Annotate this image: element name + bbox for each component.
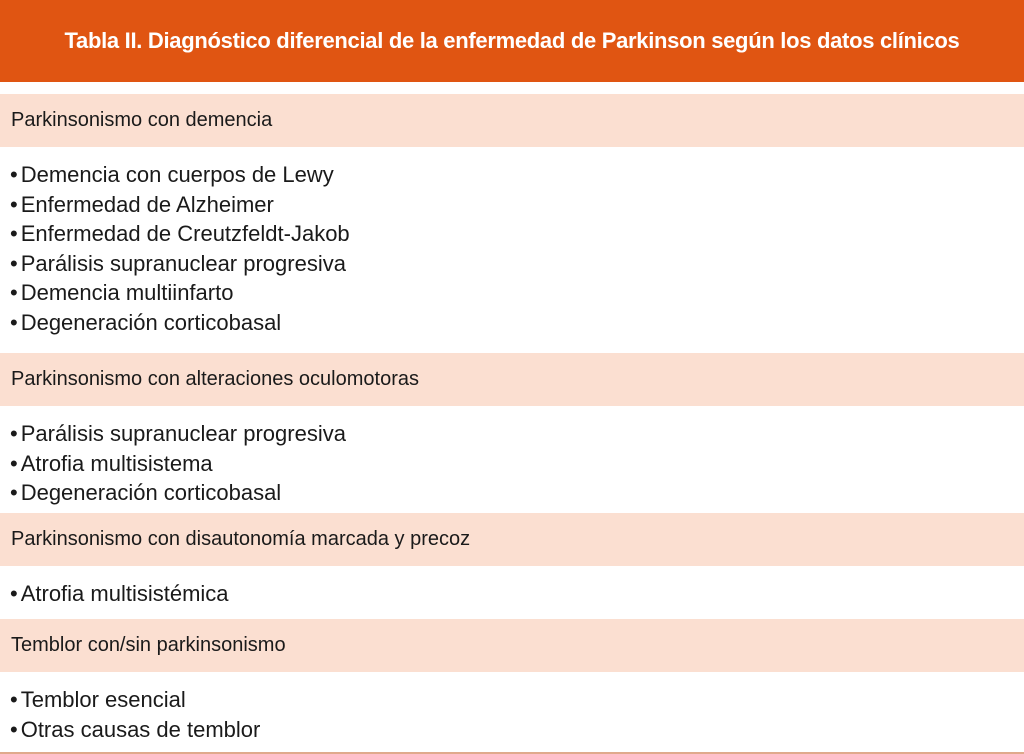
section-list <box>0 147 1024 337</box>
list-item <box>10 419 1024 449</box>
list-item <box>10 478 1024 508</box>
list-item-text: Enfermedad de Alzheimer <box>20 191 274 217</box>
list-item <box>10 579 1024 609</box>
bullet: • <box>10 421 18 446</box>
bullet: • <box>10 162 18 187</box>
section-parkinsonismo-oculomotoras <box>0 353 1024 508</box>
section-header: Parkinsonismo con demencia <box>0 94 1024 147</box>
list-item <box>10 449 1024 479</box>
bullet: • <box>10 581 18 606</box>
section-parkinsonismo-demencia <box>0 94 1024 337</box>
section-parkinsonismo-disautonomia <box>0 513 1024 609</box>
list-item-text: Degeneración corticobasal <box>20 480 282 505</box>
list-item-text: Otras causas de temblor <box>20 716 261 742</box>
list-item-text: Parálisis supranuclear progresiva <box>20 421 346 446</box>
section-header: Parkinsonismo con disautonomía marcada y precoz <box>0 513 1024 566</box>
list-item <box>10 278 1024 308</box>
list-item-text: Demencia multiinfarto <box>20 280 234 305</box>
list-item <box>10 219 1024 249</box>
list-item-text: Atrofia multisistémica <box>20 581 229 606</box>
list-item <box>10 685 1024 715</box>
list-item <box>10 160 1024 190</box>
bullet: • <box>10 687 18 712</box>
section-list <box>0 406 1024 508</box>
list-item <box>10 249 1024 279</box>
list-item <box>10 308 1024 338</box>
bullet: • <box>10 716 18 742</box>
bullet: • <box>10 309 18 335</box>
bullet: • <box>10 221 18 246</box>
list-item <box>10 715 1024 745</box>
list-item-text: Enfermedad de Creutzfeldt-Jakob <box>20 221 350 246</box>
list-item-text: Demencia con cuerpos de Lewy <box>20 162 334 187</box>
section-temblor <box>0 619 1024 744</box>
bullet: • <box>10 480 18 505</box>
list-item-text: Atrofia multisistema <box>20 450 213 476</box>
list-item-text: Temblor esencial <box>20 687 186 712</box>
section-header: Parkinsonismo con alteraciones oculomotoras <box>0 353 1024 406</box>
bullet: • <box>10 450 18 476</box>
bullet: • <box>10 280 18 305</box>
bullet: • <box>10 250 18 276</box>
section-list <box>0 566 1024 609</box>
list-item-text: Degeneración corticobasal <box>20 309 282 335</box>
table-title-bar <box>0 0 1024 82</box>
list-item-text: Parálisis supranuclear progresiva <box>20 250 346 276</box>
list-item <box>10 190 1024 220</box>
section-header: Temblor con/sin parkinsonismo <box>0 619 1024 672</box>
section-list <box>0 672 1024 744</box>
bullet: • <box>10 191 18 217</box>
table-title: Tabla II. Diagnóstico diferencial de la enfermedad de Parkinson según los datos clínicos <box>64 28 960 53</box>
